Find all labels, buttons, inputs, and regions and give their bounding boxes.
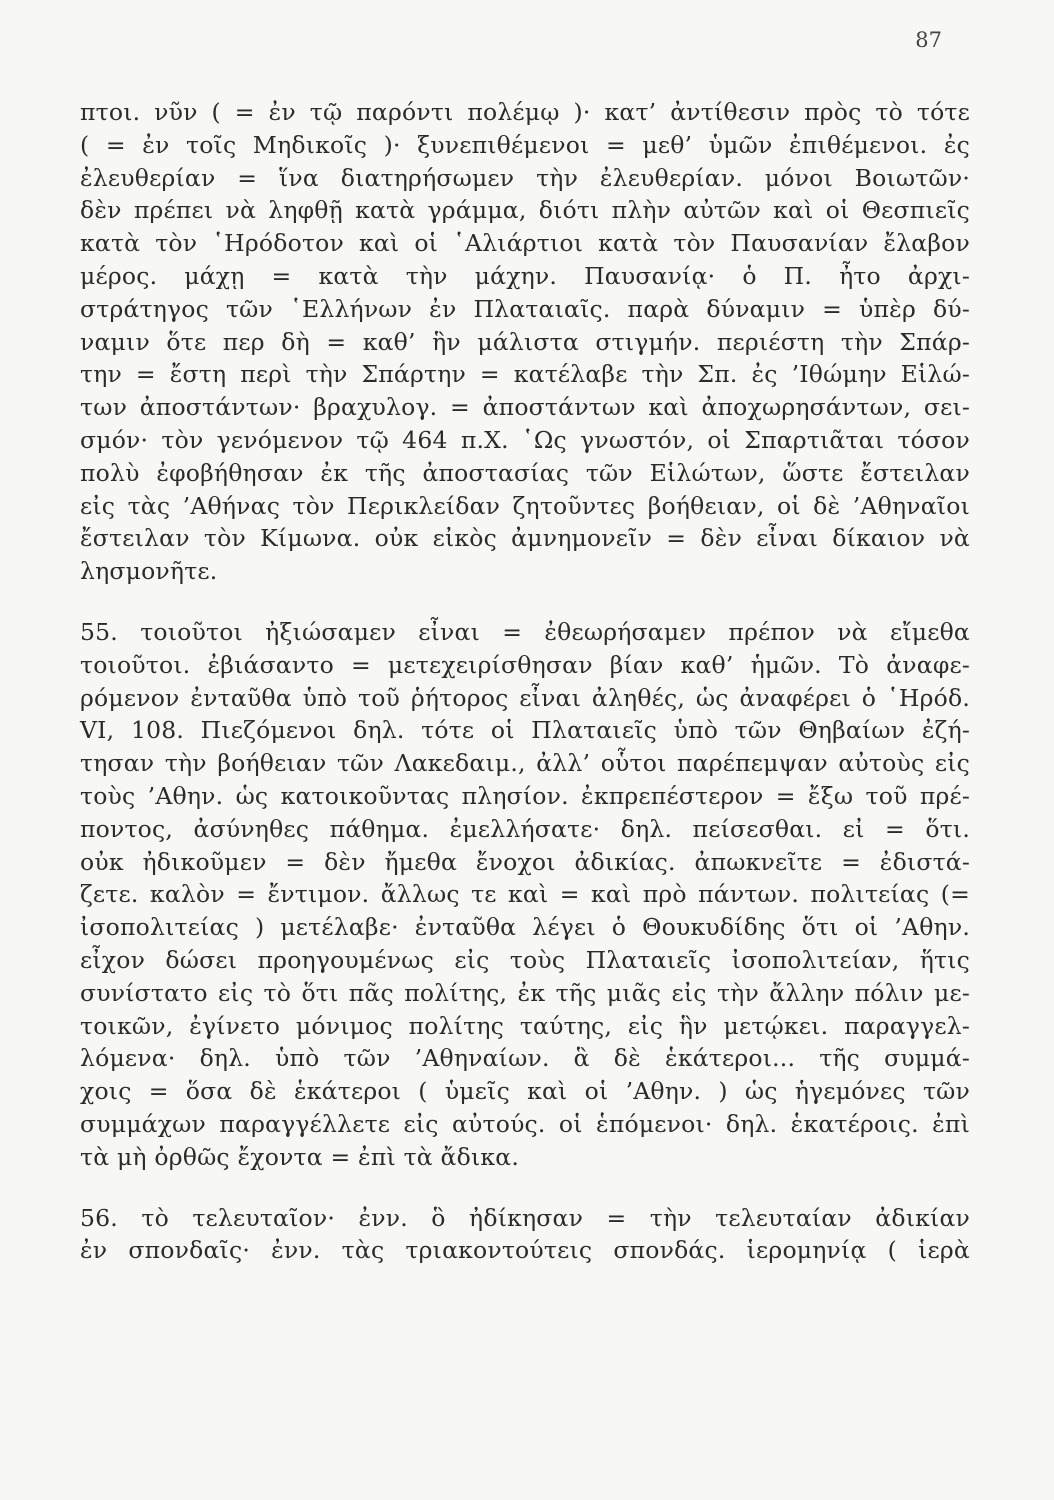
text-line: εἶχον δώσει προηγουμένως εἰς τοὺς Πλαταιεῖς ἰσοπολιτείαν, ἥτις xyxy=(80,945,970,974)
text-line: τοιοῦτοι. ἐβιάσαντο = μετεχειρίσθησαν βίαν καθ’ ἡμῶν. Τὸ ἀναφε- xyxy=(80,650,970,679)
text-line: ἐν σπονδαῖς· ἐνν. τὰς τριακοντούτεις σπονδάς. ἱερομηνίᾳ ( ἱερὰ xyxy=(80,1236,970,1265)
page-number: 87 xyxy=(915,28,942,52)
text-line: ρόμενον ἐνταῦθα ὑπὸ τοῦ ῥήτορος εἶναι ἀληθές, ὡς ἀναφέρει ὁ ῾Ηρόδ. xyxy=(80,683,970,712)
text-line: οὐκ ἠδικοῦμεν = δὲν ἤμεθα ἔνοχοι ἀδικίας. ἀπωκνεῖτε = ἐδιστά- xyxy=(80,847,970,876)
text-line: χοις = ὅσα δὲ ἑκάτεροι ( ὑμεῖς καὶ οἱ ’Αθην. ) ὡς ἡγεμόνες τῶν xyxy=(80,1077,970,1106)
text-line: VI, 108. Πιεζόμενοι δηλ. τότε οἱ Πλαταιεῖς ὑπὸ τῶν Θηβαίων ἐζή- xyxy=(80,716,970,745)
text-line: ἔστειλαν τὸν Κίμωνα. οὐκ εἰκὸς ἀμνημονεῖν = δὲν εἶναι δίκαιον νὰ xyxy=(80,524,970,553)
text-line: πολὺ ἐφοβήθησαν ἐκ τῆς ἀποστασίας τῶν Εἱλώτων, ὥστε ἔστειλαν xyxy=(80,458,970,487)
text-line: ζετε. καλὸν = ἔντιμον. ἄλλως τε καὶ = καὶ πρὸ πάντων. πολιτείας (= xyxy=(80,880,970,909)
text-line: λησμονῆτε. xyxy=(80,557,218,586)
text-line: τοὺς ’Αθην. ὡς κατοικοῦντας πλησίον. ἐκπρεπέστερον = ἔξω τοῦ πρέ- xyxy=(80,781,970,810)
text-line: στράτηγος τῶν ῾Ελλήνων ἐν Πλαταιαῖς. παρὰ δύναμιν = ὑπὲρ δύ- xyxy=(80,294,970,323)
text-line: ἐλευθερίαν = ἵνα διατηρήσωμεν τὴν ἐλευθερίαν. μόνοι Βοιωτῶν· xyxy=(80,163,970,192)
text-line: εἰς τὰς ’Αθήνας τὸν Περικλείδαν ζητοῦντες βοήθειαν, οἱ δὲ ’Αθηναῖοι xyxy=(80,491,970,520)
text-line: δὲν πρέπει νὰ ληφθῇ κατὰ γράμμα, διότι πλὴν αὐτῶν καὶ οἱ Θεσπιεῖς xyxy=(80,196,970,225)
text-line: ναμιν ὅτε περ δὴ = καθ’ ἣν μάλιστα στιγμήν. περιέστη τὴν Σπάρ- xyxy=(80,327,970,356)
text-line: τοικῶν, ἐγίνετο μόνιμος πολίτης ταύτης, εἰς ἣν μετῴκει. παραγγελ- xyxy=(80,1011,970,1040)
text-line: σμόν· τὸν γενόμενον τῷ 464 π.Χ. ῾Ως γνωστόν, οἱ Σπαρτιᾶται τόσον xyxy=(80,425,970,454)
text-line: ( = ἐν τοῖς Μηδικοῖς )· ξυνεπιθέμενοι = μεθ’ ὑμῶν ἐπιθέμενοι. ἐς xyxy=(80,130,970,159)
text-line: τησαν τὴν βοήθειαν τῶν Λακεδαιμ., ἀλλ’ οὗτοι παρέπεμψαν αὐτοὺς εἰς xyxy=(80,749,970,778)
paragraph-55-start: 55. τοιοῦτοι ἠξιώσαμεν εἶναι = ἐθεωρήσαμεν πρέπον νὰ εἴμεθα xyxy=(80,617,970,646)
text-line: λόμενα· δηλ. ὑπὸ τῶν ’Αθηναίων. ἃ δὲ ἑκάτεροι... τῆς συμμά- xyxy=(80,1044,970,1073)
text-line: μέρος. μάχῃ = κατὰ τὴν μάχην. Παυσανίᾳ· ὁ Π. ἦτο ἀρχι- xyxy=(80,261,970,290)
text-line: συμμάχων παραγγέλλετε εἰς αὐτούς. οἱ ἑπόμενοι· δηλ. ἑκατέροις. ἐπὶ xyxy=(80,1109,970,1138)
text-line: τὰ μὴ ὀρθῶς ἔχοντα = ἐπὶ τὰ ἄδικα. xyxy=(80,1142,519,1171)
text-line: των ἀποστάντων· βραχυλογ. = ἀποστάντων καὶ ἀποχωρησάντων, σει- xyxy=(80,393,970,422)
text-line: συνίστατο εἰς τὸ ὅτι πᾶς πολίτης, ἐκ τῆς μιᾶς εἰς τὴν ἄλλην πόλιν με- xyxy=(80,978,970,1007)
paragraph-56-start: 56. τὸ τελευταῖον· ἐνν. ὃ ἠδίκησαν = τὴν τελευταίαν ἀδικίαν xyxy=(80,1203,970,1232)
text-line: την = ἔστη περὶ τὴν Σπάρτην = κατέλαβε τὴν Σπ. ἐς ’Ιθώμην Εἱλώ- xyxy=(80,360,970,389)
text-line: κατὰ τὸν ῾Ηρόδοτον καὶ οἱ ῾Αλιάρτιοι κατὰ τὸν Παυσανίαν ἔλαβον xyxy=(80,229,970,258)
text-line: ποντος, ἀσύνηθες πάθημα. ἐμελλήσατε· δηλ. πείσεσθαι. εἰ = ὅτι. xyxy=(80,814,970,843)
commentary-text xyxy=(80,96,970,1267)
text-line: πτοι. νῦν ( = ἐν τῷ παρόντι πολέμῳ )· κατ’ ἀντίθεσιν πρὸς τὸ τότε xyxy=(80,98,970,126)
text-line: ἰσοπολιτείας ) μετέλαβε· ἐνταῦθα λέγει ὁ Θουκυδίδης ὅτι οἱ ’Αθην. xyxy=(80,913,970,942)
